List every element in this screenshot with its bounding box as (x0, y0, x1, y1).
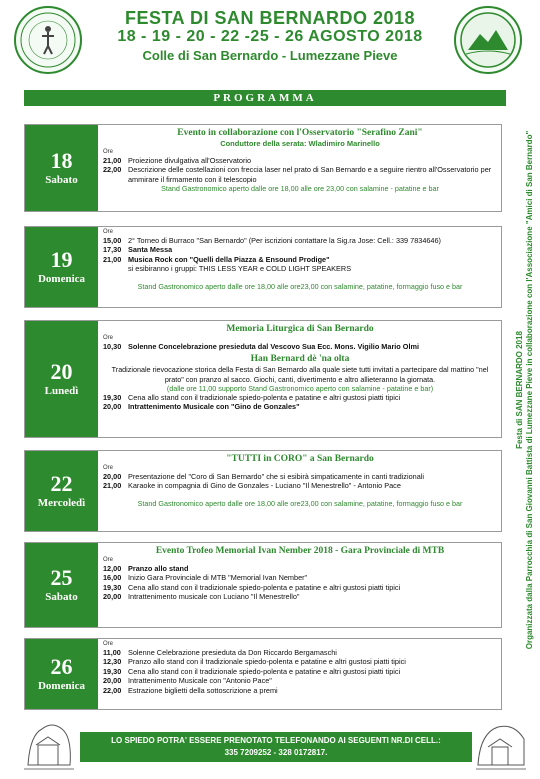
stand-info: Stand Gastronomico aperto dalle ore 18,00 alle ore 23,00 con salamine - patatine e bar (161, 184, 439, 194)
booking-note: LO SPIEDO POTRA' ESSERE PRENOTATO TELEFONANDO AI SEGUENTI NR.DI CELL.: (111, 736, 441, 745)
time-column-label: Ore (103, 335, 114, 341)
schedule-row (103, 236, 497, 245)
row-text: si esibiranno i gruppi: THIS LESS YEAR e COLD LIGHT SPEAKERS (128, 264, 352, 274)
day-name: Sabato (45, 174, 78, 186)
row-text: Santa Messa (128, 245, 173, 255)
row-text: Intrattenimento Musicale con "Antonio Pace" (128, 676, 272, 686)
row-time: 15,00 (103, 236, 122, 245)
schedule-row (103, 264, 497, 273)
schedule-row (103, 573, 497, 582)
row-text: Intrattenimento Musicale con "Gino de Gonzales" (128, 402, 300, 412)
row-time: 20,00 (103, 676, 122, 686)
stand-info: Stand Gastronomico aperto dalle ore 18,00 alle ore23,00 con salamine, patatine, formaggio fuso e bar (137, 498, 463, 508)
row-text: Proiezione divulgativa all'Osservatorio (128, 156, 252, 165)
day-label-cell (25, 639, 98, 709)
schedule-row (103, 676, 497, 685)
day-block-25 (24, 542, 502, 628)
schedule-row (103, 648, 497, 657)
time-column-label: Ore (103, 641, 114, 647)
row-time: 10,30 (103, 342, 122, 351)
schedule-row (103, 165, 497, 184)
day-name: Sabato (45, 591, 78, 603)
row-time: 21,00 (103, 481, 122, 491)
schedule-row (103, 255, 497, 264)
schedule-row (103, 583, 497, 592)
day-name: Domenica (37, 680, 86, 692)
row-text: Solenne Celebrazione presieduta da Don Riccardo Bergamaschi (128, 648, 337, 657)
association-logo (454, 6, 522, 74)
day-name: Lunedì (44, 385, 79, 397)
day-number: 19 (50, 247, 73, 272)
row-time: 19,30 (103, 393, 122, 402)
booking-phones: 335 7209252 - 328 0172817. (224, 748, 328, 757)
row-time: 21,00 (103, 254, 122, 264)
row-time: 11,00 (103, 648, 121, 657)
day-name: Domenica (37, 273, 86, 285)
schedule-row (103, 686, 497, 695)
event-location: Colle di San Bernardo - Lumezzane Pieve (142, 48, 398, 63)
row-time: 12,30 (103, 657, 122, 667)
event-dates: 18 - 19 - 20 - 22 -25 - 26 AGOSTO 2018 (117, 28, 423, 45)
row-time: 17,30 (103, 245, 122, 255)
row-time: 22,00 (103, 685, 122, 695)
day-number: 18 (50, 148, 73, 173)
day-heading: "TUTTI in CORO" a San Bernardo (226, 454, 374, 464)
day-heading: Memoria Liturgica di San Bernardo (226, 324, 374, 334)
program-banner: PROGRAMMA (24, 90, 506, 106)
schedule-row (103, 667, 497, 676)
schedule-row (103, 245, 497, 254)
schedule-row (103, 156, 497, 165)
day-number: 22 (50, 471, 73, 496)
house-sketch-icon (474, 715, 528, 773)
day-number: 26 (50, 654, 73, 679)
time-column-label: Ore (103, 149, 114, 155)
day-name: Mercoledì (37, 497, 86, 509)
saint-figure-icon (18, 10, 78, 70)
row-time: 12,00 (103, 564, 122, 573)
row-text: Karaoke in compagnia di Gino de Gonzales - Luciano "Il Menestrello" - Antonio Pace (128, 481, 401, 491)
day-block-22 (24, 450, 502, 532)
day-number: 25 (50, 565, 73, 590)
day-label-cell (25, 125, 98, 211)
day-number: 20 (50, 359, 73, 384)
row-text: Descrizione delle costellazioni con freccia laser nel prato di San Bernardo e a seguire rientro all'Osservatorio per ammirare il firmamento con il telescopio (128, 165, 492, 184)
row-text: 2° Torneo di Burraco "San Bernardo" (Per iscrizioni contattare la Sig.ra Jose: Cell.: 339 7834646) (128, 236, 441, 245)
stand-info: (dalle ore 11,00 supporto Stand Gastronomico aperto con salamine - patatine e bar) (166, 384, 434, 393)
side-organizer: Organizzata dalla Parrocchia di San Giovanni Battista di Lumezzane Pieve in collaborazione con l'Associazione "Amici di San Bernardo" (525, 130, 534, 650)
row-text: Cena allo stand con il tradizionale spiedo-polenta e patatine e altri gustosi piatti tipici (128, 582, 401, 592)
day-label-cell (25, 321, 98, 437)
day-block-26 (24, 638, 502, 710)
row-text: Musica Rock con "Quelli della Piazza & Ensound Prodige" (128, 254, 330, 264)
chapel-sketch-icon (22, 715, 76, 773)
row-time: 22,00 (103, 165, 122, 175)
side-title: Festa di SAN BERNARDO 2018 (515, 331, 524, 449)
row-time: 19,30 (103, 666, 122, 676)
row-time: 20,00 (103, 402, 122, 412)
side-organizer-text (515, 40, 535, 740)
day-block-20 (24, 320, 502, 438)
row-text: Pranzo allo stand con il tradizionale spiedo-polenta e patatine e altri gustosi piatti tipici (128, 657, 406, 667)
row-time: 20,00 (103, 472, 122, 481)
day-block-19 (24, 226, 502, 308)
row-text: Estrazione biglietti della sottoscrizione a premi (128, 685, 278, 695)
row-time: 16,00 (103, 573, 122, 583)
day-heading: Evento in collaborazione con l'Osservatorio "Serafino Zani" (177, 128, 423, 138)
time-column-label: Ore (103, 465, 114, 471)
schedule-row (103, 402, 497, 411)
time-column-label: Ore (103, 229, 114, 235)
schedule-row (103, 657, 497, 666)
row-time: 20,00 (103, 592, 122, 602)
stand-info: Stand Gastronomico aperto dalle ore 18,00 alle ore23,00 con salamine, patatine, formaggio fuso e bar (137, 281, 463, 291)
row-text: Inizio Gara Provinciale di MTB "Memorial Ivan Nember" (128, 573, 308, 583)
schedule-row (103, 592, 497, 601)
schedule-row (103, 472, 497, 481)
day-subheading: Han Bernard dè 'na olta (250, 354, 350, 365)
row-time: 21,00 (103, 156, 122, 165)
row-text: Solenne Concelebrazione presieduta dal Vescovo Sua Ecc. Mons. Vigilio Mario Olmi (128, 342, 420, 351)
schedule-row (103, 481, 497, 490)
row-time: 19,30 (103, 582, 122, 592)
row-text: Cena allo stand con il tradizionale spiedo-polenta e patatine e altri gustosi piatti tipici (128, 393, 401, 402)
row-text: Presentazione del "Coro di San Bernardo" che si esibirà simpaticamente in canti tradizionali (128, 472, 424, 481)
day-label-cell (25, 451, 98, 531)
row-text: Intrattenimento musicale con Luciano "Il Menestrello" (128, 592, 300, 602)
day-label-cell (25, 227, 98, 307)
parish-seal-logo (14, 6, 82, 74)
schedule-row (103, 342, 497, 351)
booking-footer (80, 732, 472, 762)
description-paragraph: Tradizionale rievocazione storica della Festa di San Bernardo alla quale siete tutti invitati a partecipare dal mattino "nel prato" con pranzo al sacco. Giochi, canti, divertimento e altro allieteranno la giornata. (111, 365, 489, 384)
row-time (103, 264, 128, 273)
day-heading: Evento Trofeo Memorial Ivan Nember 2018 - Gara Provinciale di MTB (155, 546, 445, 556)
schedule-row (103, 393, 497, 402)
day-label-cell (25, 543, 98, 627)
schedule-row (103, 564, 497, 573)
day-block-18 (24, 124, 502, 212)
row-text: Cena allo stand con il tradizionale spiedo-polenta e patatine e altri gustosi piatti tipici (128, 666, 401, 676)
row-text: Pranzo allo stand (128, 564, 189, 573)
event-title: FESTA DI SAN BERNARDO 2018 (124, 8, 416, 28)
time-column-label: Ore (103, 557, 114, 563)
day-subheading: Conduttore della serata: Wladimiro Marinello (220, 139, 380, 148)
mountain-icon (458, 10, 518, 70)
